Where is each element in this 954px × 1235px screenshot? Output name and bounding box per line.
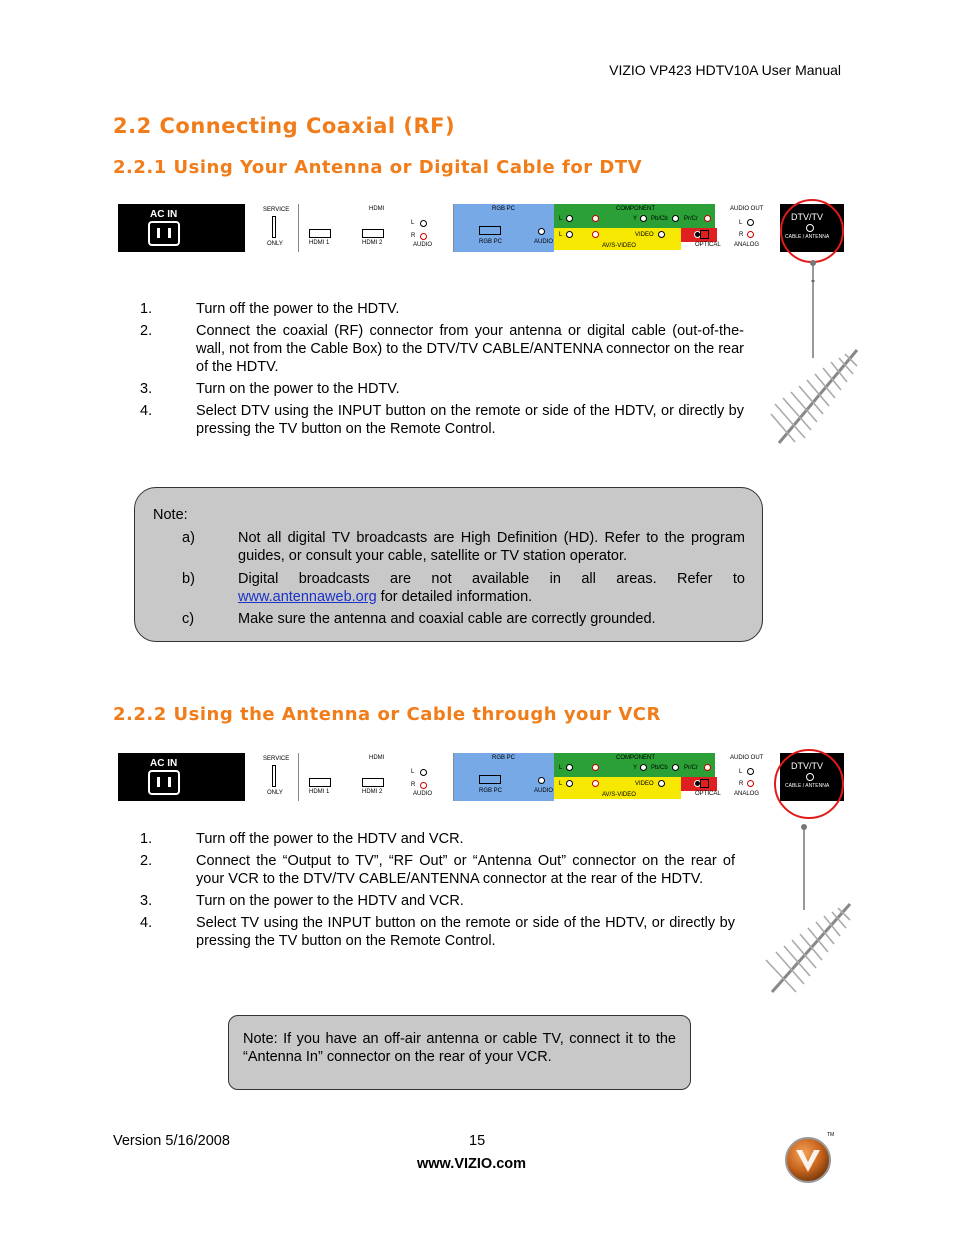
manual-title: VIZIO VP423 HDTV10A User Manual [609,62,841,78]
hdmi-section: HDMI HDMI 1 HDMI 2 L R AUDIO [299,753,454,801]
steps-list-2 [140,830,735,954]
audio-r-jack-icon [420,233,427,240]
comp-audio-l-jack-icon [566,764,573,771]
analog-l-jack-icon [747,219,754,226]
analog-r-jack-icon [747,780,754,787]
highlight-ring-2 [774,749,844,819]
comp-pr-jack-icon [704,764,711,771]
power-plug-icon [148,221,180,246]
av-video-jack-icon [658,231,665,238]
tv-back-panel-1 [118,204,844,252]
power-plug-icon [148,770,180,795]
vizio-logo [783,1134,833,1184]
antennaweb-link[interactable]: www.antennaweb.org [238,589,377,605]
rgb-pc-section: RGB PC RGB PC AUDIO [454,753,554,801]
list-item: 2. Connect the “Output to TV”, “RF Out” or “Antenna Out” connector on the rear of your VCR to the DTV/TV CABLE/ANTENNA connector at the rear of the HDTV. [140,853,735,887]
comp-audio-r-jack-icon [592,215,599,222]
comp-audio-l-jack-icon [566,215,573,222]
pc-audio-jack-icon [538,777,545,784]
comp-pb-jack-icon [672,215,679,222]
dtv-antenna-section: DTV/TV CABLE / ANTENNA [780,753,844,801]
note-item-c: c) Make sure the antenna and coaxial cable are correctly grounded. [182,611,656,627]
service-port-icon [272,765,276,787]
comp-audio-r-jack-icon [592,764,599,771]
comp-y-jack-icon [640,764,647,771]
component-av-section: COMPONENT L Y Pb/Cb Pr/Cr L VIDEO AV/S-VIDEO [554,753,725,801]
page-number: 15 [469,1133,486,1149]
ac-in-section: AC IN [118,753,245,801]
tv-back-panel-2 [118,753,844,801]
subsection-heading-1: 2.2.1 Using Your Antenna or Digital Cable for DTV [113,157,643,178]
audio-l-jack-icon [420,220,427,227]
hdmi2-port-icon [362,778,384,787]
dtv-antenna-section: DTV/TV CABLE / ANTENNA [780,204,844,252]
highlight-ring-1 [780,199,844,263]
hdmi1-port-icon [309,778,331,787]
note-item-a: a) Not all digital TV broadcasts are High Definition (HD). Refer to the program guides, or consult your cable, satellite or TV station operator. [182,530,745,564]
note-item-b: b) Digital broadcasts are not available in all areas. Refer to www.antennaweb.org for detailed information. [182,571,745,605]
list-item: 3. Turn on the power to the HDTV. [140,381,400,397]
note-box-1 [134,487,763,642]
list-item: 4. Select DTV using the INPUT button on the remote or side of the HDTV, or directly by pressing the TV button on the Remote Control. [140,403,744,437]
list-item: 2. Connect the coaxial (RF) connector from your antenna or digital cable (out-of-the-wall, not from the Cable Box) to the DTV/TV CABLE/ANTENNA connector on the rear of the HDTV. [140,323,745,375]
av-audio-l-jack-icon [566,231,573,238]
av-audio-r-jack-icon [592,231,599,238]
note-box-2 [228,1015,691,1090]
version-text: Version 5/16/2008 [113,1133,230,1149]
vga-port-icon [479,775,501,784]
audio-out-section: AUDIO OUT OPTICAL L R ANALOG [725,753,780,801]
audio-r-jack-icon [420,782,427,789]
analog-l-jack-icon [747,768,754,775]
list-item: 4. Select TV using the INPUT button on the remote or side of the HDTV, or directly by pressing the TV button on the Remote Control. [140,915,735,949]
service-port-section: SERVICE ONLY [245,204,299,252]
note-title: Note: [153,507,188,523]
component-av-section: COMPONENT L Y Pb/Cb Pr/Cr L VIDEO AV/S-VIDEO [554,204,725,252]
av-audio-l-jack-icon [566,780,573,787]
comp-pr-jack-icon [704,215,711,222]
audio-l-jack-icon [420,769,427,776]
comp-pb-jack-icon [672,764,679,771]
hdmi2-port-icon [362,229,384,238]
av-audio-r-jack-icon [592,780,599,787]
rgb-pc-section: RGB PC RGB PC AUDIO [454,204,554,252]
section-heading: 2.2 Connecting Coaxial (RF) [113,114,456,138]
subsection-heading-2: 2.2.2 Using the Antenna or Cable through your VCR [113,704,661,725]
vga-port-icon [479,226,501,235]
antenna-icon [758,822,858,997]
audio-out-section: AUDIO OUT OPTICAL L R ANALOG [725,204,780,252]
hdmi1-port-icon [309,229,331,238]
trademark-mark: TM [827,1132,835,1138]
hdmi-section: HDMI HDMI 1 HDMI 2 L R AUDIO [299,204,454,252]
footer-url: www.VIZIO.com [417,1156,527,1172]
pc-audio-jack-icon [538,228,545,235]
list-item: 1. Turn off the power to the HDTV and VCR. [140,831,464,847]
av-video-jack-icon [658,780,665,787]
steps-list-1 [140,300,744,442]
comp-y-jack-icon [640,215,647,222]
list-item: 1. Turn off the power to the HDTV. [140,301,400,317]
list-item: 3. Turn on the power to the HDTV and VCR. [140,893,464,909]
analog-r-jack-icon [747,231,754,238]
service-port-section: SERVICE ONLY [245,753,299,801]
ac-in-section: AC IN [118,204,245,252]
note-text: Note: If you have an off-air antenna or cable TV, connect it to the “Antenna In” connector on the rear of your VCR. [243,1031,676,1065]
antenna-icon [765,258,865,448]
optical-port-icon [700,779,709,788]
optical-port-icon [700,230,709,239]
service-port-icon [272,216,276,238]
